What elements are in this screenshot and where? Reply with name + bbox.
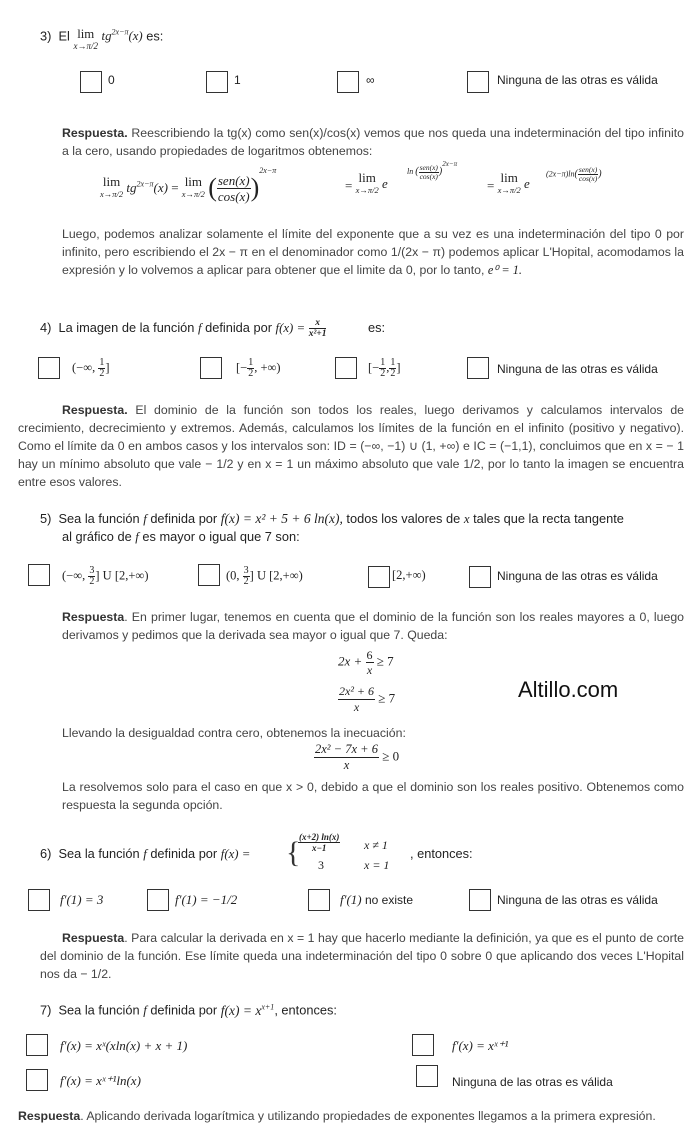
q5-answer-text-2: Llevando la desigualdad contra cero, obtenemos la inecuación:	[62, 726, 406, 740]
q5-ineq1-den: x	[366, 663, 373, 677]
q3-answer	[62, 124, 684, 160]
q5-checkbox-4[interactable]	[469, 566, 491, 588]
q4-option-1-half-den: 2	[99, 368, 105, 379]
q4-option-1	[72, 358, 110, 379]
q5-option-2-frac	[243, 566, 250, 587]
q4-fraction	[309, 318, 327, 339]
q7-checkbox-2[interactable]	[412, 1034, 434, 1056]
q6-stem-text: Sea la función	[58, 846, 140, 861]
q5-ineq2-frac	[338, 684, 375, 715]
q4-stem-mid: definida por	[205, 319, 272, 335]
q4-checkbox-1[interactable]	[38, 357, 60, 379]
q3-stem	[40, 28, 163, 52]
q6-stem-suffix: , entonces:	[410, 846, 473, 861]
q4-option-1-a: (−∞,	[72, 360, 96, 375]
q7-stem-text: Sea la función	[58, 1002, 140, 1018]
q6-answer	[40, 929, 684, 983]
q3-eq-exp-2-den: cos(x)	[578, 174, 598, 183]
q4-option-2-a: [−	[236, 360, 248, 375]
q5-answer-2	[62, 724, 684, 742]
q4-option-2	[236, 358, 281, 379]
q4-option-1-b: ]	[105, 360, 110, 375]
q4-option-3-half-2-num: 1	[390, 357, 396, 368]
q7-fx-exp: x+1	[261, 1002, 275, 1011]
q3-eq-tg-arg: (x)	[153, 180, 168, 196]
q6-f: f	[143, 847, 147, 861]
q6-option-4: Ninguna de las otras es válida	[497, 893, 658, 907]
q4-option-3-half-2-den: 2	[390, 368, 396, 379]
q6-number: 6)	[40, 846, 52, 861]
q5-x: x	[463, 512, 470, 526]
q7-f: f	[143, 1003, 147, 1018]
q5-ineq3-b: ≥ 0	[382, 748, 400, 764]
q4-checkbox-3[interactable]	[335, 357, 357, 379]
q3-answer-final: e⁰ = 1.	[487, 263, 522, 277]
q3-eq-exp-2-factor: (2x−π)	[546, 169, 569, 179]
q3-eq-exp-1-num: sen(x)	[419, 162, 438, 172]
q3-number: 3)	[40, 28, 52, 44]
q7-answer-label: Respuesta	[18, 1109, 81, 1123]
q3-lim-sub: x→π/2	[73, 41, 98, 51]
q3-equation-part2	[345, 172, 388, 196]
q5-ineq3-frac	[314, 742, 379, 773]
q7-fx	[221, 1003, 275, 1018]
q4-option-2-half-num: 1	[248, 357, 254, 368]
q5-inequality-3	[314, 742, 399, 773]
q7-answer-text: . Aplicando derivada logarítmica y utilizando propiedades de exponentes llegamos a la primera expresión.	[80, 1109, 656, 1123]
q5-option-1-den: 2	[89, 576, 95, 587]
q3-fn-arg: (x)	[128, 29, 143, 44]
q6-stem	[40, 846, 250, 862]
q7-fx-base: f(x) = x	[220, 1002, 262, 1018]
q3-checkbox-3[interactable]	[337, 71, 359, 93]
q7-option-3: f′(x) = xˣ⁺¹ln(x)	[60, 1073, 141, 1088]
q3-eq-e-2: e	[524, 176, 530, 191]
q3-equation	[100, 166, 276, 206]
q5-ineq1-frac	[366, 648, 374, 677]
q3-equation-part3	[487, 172, 530, 196]
q4-option-3-a: [−	[368, 360, 380, 375]
q5-answer-3	[62, 778, 684, 814]
q4-answer	[18, 401, 684, 491]
q4-f: f	[197, 320, 202, 335]
q5-stem-line2-a: al gráfico de	[62, 529, 132, 544]
q5-option-2-num: 3	[243, 565, 249, 576]
q5-stem-line2-f: f	[135, 530, 139, 544]
q3-eq-lim-1-label: lim	[102, 174, 121, 190]
q3-eq-tg-fn: tg	[126, 180, 137, 196]
q4-option-3-b: ,	[386, 360, 390, 375]
q6-checkbox-2[interactable]	[147, 889, 169, 911]
q7-answer	[18, 1107, 684, 1125]
q6-case2-val: 3	[318, 858, 324, 872]
q5-number: 5)	[40, 511, 52, 526]
q5-option-1	[62, 566, 148, 587]
q6-option-3	[340, 892, 413, 908]
q3-eq-lim-1-sub: x→π/2	[100, 189, 124, 200]
q5-stem-rest2: tales que la recta tangente	[473, 511, 624, 526]
q4-option-1-half-num: 1	[99, 357, 105, 368]
q4-option-4: Ninguna de las otras es válida	[497, 362, 658, 376]
q4-option-3-half-1-den: 2	[380, 368, 386, 379]
q5-option-3: [2,+∞)	[392, 568, 426, 582]
q5-checkbox-1[interactable]	[28, 564, 50, 586]
q3-eq-exp-2-num: sen(x)	[578, 165, 598, 174]
q7-number: 7)	[40, 1002, 52, 1018]
q7-option-2: f′(x) = xˣ⁺¹	[452, 1038, 509, 1053]
q4-answer-label: Respuesta.	[62, 403, 128, 417]
q4-option-2-half-den: 2	[248, 368, 254, 379]
q6-case1-num: (x+2) ln(x)	[299, 832, 340, 842]
q5-answer-text: . En primer lugar, tenemos en cuenta que el dominio de la función son los reales mayores a 0, luego derivamos y pedimos que la derivada sea mayor o igual que 7. Queda:	[62, 610, 684, 642]
q3-option-4: Ninguna de las otras es válida	[497, 73, 658, 87]
q6-stem-mid: definida por	[150, 846, 218, 861]
q3-eq-exp-1-paren-open: (	[415, 166, 419, 177]
q3-checkbox-4[interactable]	[467, 71, 489, 93]
q5-option-1-b: ] U [2,+∞)	[95, 568, 149, 583]
q3-eq-frac	[217, 173, 251, 204]
q3-eq-lim-4	[498, 172, 521, 196]
q6-answer-text: . Para calcular la derivada en x = 1 hay que hacerlo mediante la definición, ya que es el punto de corte del dominio de la función. Ese límite queda una indeterminación del tipo 0 sobre 0 que aplicando dos veces L'Hopital nos da − 1/2.	[40, 931, 684, 981]
q3-eq-exp-2-paren-open: (	[574, 168, 578, 180]
q5-ineq1-a: 2x +	[338, 653, 363, 669]
q3-eq-lim-1	[100, 176, 123, 200]
watermark-altillo: Altillo.com	[518, 677, 619, 702]
q6-fx: f(x) =	[220, 847, 251, 861]
q3-eq-exp-1-den: cos(x)	[419, 171, 438, 181]
q5-option-2	[226, 566, 303, 587]
q5-ineq3-den: x	[343, 758, 350, 772]
q5-stem-text: Sea la función	[58, 511, 140, 526]
q7-option-4: Ninguna de las otras es válida	[452, 1075, 613, 1089]
q5-ineq1-b: ≥ 7	[376, 653, 394, 669]
q5-fx: f(x) = x² + 5 + 6 ln(x),	[220, 511, 343, 526]
q3-eq-lim-3	[356, 172, 379, 196]
q6-case1-frac	[298, 832, 340, 853]
q4-stem-text: La imagen de la función	[58, 319, 195, 335]
q3-eq-exp-1-ln: ln	[407, 167, 414, 176]
q3-answer-text-2: Luego, podemos analizar solamente el límite del exponente que a su vez es una indeterminación del tipo 0 por infinito, pero escribiendo el 2x − π en el denominador como 1/(2x − π) podemos aplicar L'Hopital, acomodamos la expresión y lo volvemos a aplicar para obtener que el limite da 0, por lo tanto,	[62, 227, 684, 277]
q4-frac-num: x	[309, 318, 327, 329]
q3-stem-prefix: El	[58, 28, 70, 44]
q4-answer-text: El dominio de la función son todos los reales, luego derivamos y calculamos intervalos de crecimiento, decrecimiento y extremos. Además, calculamos los límites de la función en el infinito (positivo y negativo). Como el límite da 0 en ambos casos y los intervalos son: ID = (−∞, −1) ∪ (1, +∞) e IC = (−1,1), concluimos que en x = − 1 hay un mínimo absoluto que vale − 1/2 y en x = 1 un máximo absoluto que vale 1/2, por lo tanto la imagen se encuentra entre esos valores.	[18, 403, 684, 489]
q3-eq-exp-2-frac	[578, 166, 598, 183]
q7-stem-suffix: , entonces:	[274, 1002, 337, 1018]
q7-checkbox-4[interactable]	[416, 1065, 438, 1087]
q4-fx: f(x) =	[275, 320, 306, 335]
q3-fn-exp: 2x−π	[111, 28, 129, 37]
q3-eq-exp-1-sup: 2x−π	[442, 160, 458, 168]
q3-stem-suffix: es:	[146, 28, 164, 44]
q3-eq-lim-4-sub: x→π/2	[497, 185, 521, 195]
q5-answer-text-3: La resolvemos solo para el caso en que x > 0, debido a que el dominio son los reales positivo. Obtenemos como respuesta la segunda opción.	[62, 780, 684, 812]
q3-eq-e-1: e	[382, 176, 388, 191]
q6-case-1	[298, 832, 340, 853]
q4-stem	[40, 318, 385, 339]
q3-option-1: 0	[108, 73, 115, 87]
q4-number: 4)	[40, 319, 52, 335]
q4-checkbox-4[interactable]	[467, 357, 489, 379]
q5-option-1-a: (−∞,	[62, 568, 86, 583]
q4-option-2-b: , +∞)	[254, 360, 281, 375]
q3-eq-paren-exp: 2x−π	[259, 166, 277, 175]
q4-option-3	[368, 358, 401, 379]
q5-checkbox-3[interactable]	[368, 566, 390, 588]
q3-limit	[73, 28, 98, 52]
q3-eq-lim-3-sub: x→π/2	[355, 185, 379, 195]
q3-answer-label: Respuesta.	[62, 126, 128, 140]
q3-eq-frac-den: cos(x)	[217, 188, 250, 204]
q3-option-3: ∞	[366, 73, 375, 87]
q4-checkbox-2[interactable]	[200, 357, 222, 379]
q6-brace: {	[286, 836, 301, 869]
q3-checkbox-2[interactable]	[206, 71, 228, 93]
q3-eq-lim-2-label: lim	[184, 174, 203, 190]
q5-inequality-1	[338, 648, 394, 677]
q3-eq-exp-2-paren-close: )	[598, 168, 602, 180]
q5-ineq2-den: x	[353, 700, 360, 714]
q5-stem-line2	[62, 529, 300, 545]
q3-eq-paren-close: )	[250, 173, 260, 203]
q5-ineq1-num: 6	[366, 648, 373, 662]
q5-ineq2-b: ≥ 7	[378, 690, 396, 706]
q6-option-2: f′(1) = −1/2	[175, 892, 238, 907]
q5-f: f	[143, 512, 147, 526]
q3-option-2: 1	[234, 73, 241, 87]
q7-stem	[40, 1002, 337, 1019]
q4-stem-suffix: es:	[368, 319, 386, 335]
q7-option-1: f′(x) = xˣ(xln(x) + x + 1)	[60, 1038, 188, 1053]
q5-answer-label: Respuesta	[62, 610, 125, 624]
q3-answer-2	[62, 225, 684, 279]
q3-eq-lim-2	[182, 176, 205, 200]
q5-stem-line2-b: es mayor o igual que 7 son:	[142, 529, 300, 544]
q3-eq-frac-num: sen(x)	[217, 172, 250, 188]
q3-eq-paren-open: (	[208, 173, 217, 203]
q6-option-3-b: no existe	[364, 893, 413, 907]
q6-case1-cond: x ≠ 1	[364, 838, 388, 852]
q3-eq-exp-1	[407, 160, 457, 181]
q7-stem-mid: definida por	[150, 1002, 218, 1018]
q3-eq-exp-1-frac	[419, 164, 439, 181]
q5-stem-mid: definida por	[150, 511, 218, 526]
q6-checkbox-3[interactable]	[308, 889, 330, 911]
q3-eq-lim-3-label: lim	[358, 170, 376, 185]
q3-eq-tg-exp: 2x−π	[136, 179, 154, 189]
q3-eq-exp-2-ln: ln	[568, 169, 575, 179]
q6-checkbox-1[interactable]	[28, 889, 50, 911]
q5-option-2-b: ] U [2,+∞)	[249, 568, 303, 583]
q5-option-2-den: 2	[243, 576, 249, 587]
q6-option-3-a: f′(1)	[340, 892, 362, 907]
q3-eq-tg	[126, 180, 168, 195]
q6-option-1: f′(1) = 3	[60, 892, 104, 907]
q3-eq-exp-1-paren-close: )	[438, 166, 443, 177]
q3-eq-sign-2: =	[345, 178, 353, 193]
q3-eq-lim-4-label: lim	[500, 170, 518, 185]
q4-option-3-half-1-num: 1	[380, 357, 386, 368]
q5-inequality-2	[338, 684, 395, 715]
q5-answer	[62, 608, 684, 644]
q3-eq-lim-2-sub: x→π/2	[181, 189, 205, 200]
q6-case1-den: x−1	[311, 843, 327, 853]
q7-checkbox-3[interactable]	[26, 1069, 48, 1091]
q3-eq-exp-2	[546, 166, 602, 183]
q6-case2-cond: x = 1	[364, 858, 390, 872]
q5-checkbox-2[interactable]	[198, 564, 220, 586]
q3-checkbox-1[interactable]	[80, 71, 102, 93]
q5-option-1-num: 3	[89, 565, 95, 576]
q5-ineq3-num: 2x² − 7x + 6	[315, 742, 378, 756]
q5-stem	[40, 511, 624, 527]
q4-option-3-c: ]	[396, 360, 401, 375]
q3-eq-sign-3: =	[487, 178, 495, 193]
q6-answer-label: Respuesta	[62, 931, 125, 945]
q5-ineq2-num: 2x² + 6	[339, 684, 375, 698]
q3-answer-text: Reescribiendo la tg(x) como sen(x)/cos(x) vemos que nos queda una indeterminación del tipo infinito a la cero, usando propiedades de logaritmos obtenemos:	[62, 126, 684, 158]
q5-stem-rest: todos los valores de	[346, 511, 461, 526]
q3-eq-sign-1: =	[171, 180, 179, 196]
q4-frac-den: x²+1	[308, 329, 327, 339]
q3-lim: lim	[77, 27, 95, 41]
q5-option-4: Ninguna de las otras es válida	[497, 569, 658, 583]
q6-checkbox-4[interactable]	[469, 889, 491, 911]
q3-fn-name: tg	[101, 29, 112, 44]
q3-fn	[102, 29, 143, 43]
q5-option-2-a: (0,	[226, 568, 240, 583]
q7-checkbox-1[interactable]	[26, 1034, 48, 1056]
